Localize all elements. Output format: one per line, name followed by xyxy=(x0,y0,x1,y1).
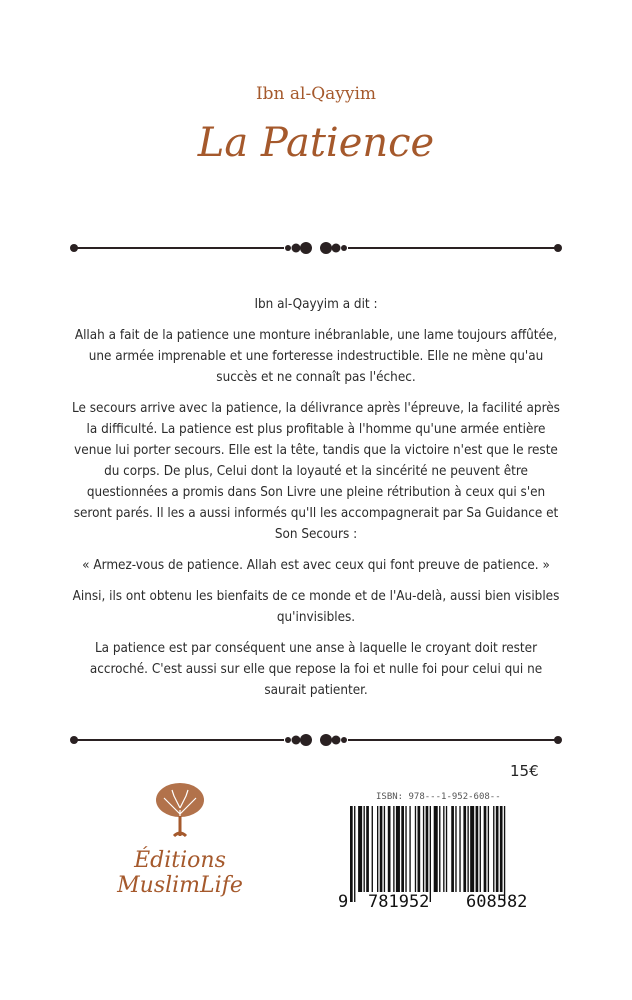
barcode-bar xyxy=(401,806,404,892)
paragraph: Ainsi, ils ont obtenu les bienfaits de ce monde et de l'Au-delà, aussi bien visibles qu'invisibles. xyxy=(72,589,560,625)
barcode-bar xyxy=(451,806,454,892)
barcode-bar xyxy=(405,806,406,892)
barcode-bar xyxy=(415,806,416,892)
price-label: 15€ xyxy=(510,762,539,780)
barcode-bar xyxy=(426,806,429,892)
barcode-bar xyxy=(430,806,431,902)
paragraph: Le secours arrive avec la patience, la délivrance après l'épreuve, la facilité après la difficulté. La patience est plus profitable à l'homme qu'une armée entière venue lui porter secours. Elle est la tête, tandis que la victoire n'est que le reste du corps. De plus, Celui dont la loyauté et la sincérité ne peuvent être questionnées a promis dans Son Livre une pleine rétribution à ceux qui s'en seront parés. Il les a aussi informés qu'Il les accompagnerait par Sa Guidance et Son Secours : xyxy=(72,401,560,542)
barcode-bar xyxy=(350,806,353,902)
barcode-bar xyxy=(396,806,400,892)
barcode-bar xyxy=(377,806,378,892)
barcode-bar xyxy=(418,806,421,892)
barcode-bar xyxy=(500,806,503,892)
barcode-bar xyxy=(446,806,447,892)
paragraph: La patience est par conséquent une anse à laquelle le croyant doit rester accroché. C'est aussi sur elle que repose la foi et nulle foi pour celui qui ne saurait patienter. xyxy=(89,641,543,698)
divider-ornament-icon xyxy=(70,238,562,258)
barcode-bar xyxy=(393,806,394,892)
barcode-bar xyxy=(354,806,355,902)
ornament-divider-bottom xyxy=(70,730,562,750)
barcode-digit-first: 9 xyxy=(338,892,349,912)
barcode-bar xyxy=(366,806,369,892)
barcode-bar xyxy=(470,806,474,892)
barcode-bar xyxy=(380,806,383,892)
barcode-bar xyxy=(423,806,424,892)
barcode-bar xyxy=(439,806,440,892)
barcode-bar xyxy=(467,806,468,892)
barcode-bar xyxy=(480,806,481,892)
barcode-bar xyxy=(488,806,489,892)
author-name: Ibn al-Qayyim xyxy=(255,84,377,104)
barcode-bar xyxy=(434,806,438,892)
barcode-digits-group1: 781952 xyxy=(368,892,430,912)
barcode-bar xyxy=(364,806,365,892)
publisher-name: Éditions MuslimLife xyxy=(117,848,243,898)
barcode-bar xyxy=(484,806,487,892)
book-title: La Patience xyxy=(197,120,435,166)
barcode-bar xyxy=(455,806,456,892)
quote-intro: Ibn al-Qayyim a dit : xyxy=(254,297,378,312)
paragraph: Allah a fait de la patience une monture inébranlable, une lame toujours affûtée, une armée imprenable et une forteresse indestructible. Elle ne mène qu'au succès et ne connaît pas l'échec. xyxy=(74,328,558,385)
barcode-bar xyxy=(493,806,494,892)
barcode-bar xyxy=(443,806,444,892)
barcode-digits-group2: 608582 xyxy=(466,892,528,912)
barcode-bar xyxy=(384,806,385,892)
isbn-label: ISBN: 978---1-952-608-- xyxy=(376,792,501,802)
barcode-bar xyxy=(372,806,373,892)
barcode-bar xyxy=(358,806,362,892)
barcode-bars xyxy=(350,806,554,902)
back-cover-text xyxy=(68,294,564,711)
barcode-bar xyxy=(476,806,479,892)
barcode-bar xyxy=(504,806,505,902)
isbn-barcode xyxy=(338,790,562,922)
barcode-bar xyxy=(459,806,460,892)
barcode-bar xyxy=(409,806,410,892)
barcode-bar xyxy=(388,806,391,892)
quran-quote: « Armez-vous de patience. Allah est avec ceux qui font preuve de patience. » xyxy=(82,558,550,573)
publisher-block xyxy=(80,780,280,898)
barcode-bar xyxy=(463,806,466,892)
divider-ornament-icon xyxy=(70,730,562,750)
tree-icon xyxy=(150,780,210,840)
barcode-bar xyxy=(496,806,499,892)
ornament-divider-top xyxy=(70,238,562,258)
